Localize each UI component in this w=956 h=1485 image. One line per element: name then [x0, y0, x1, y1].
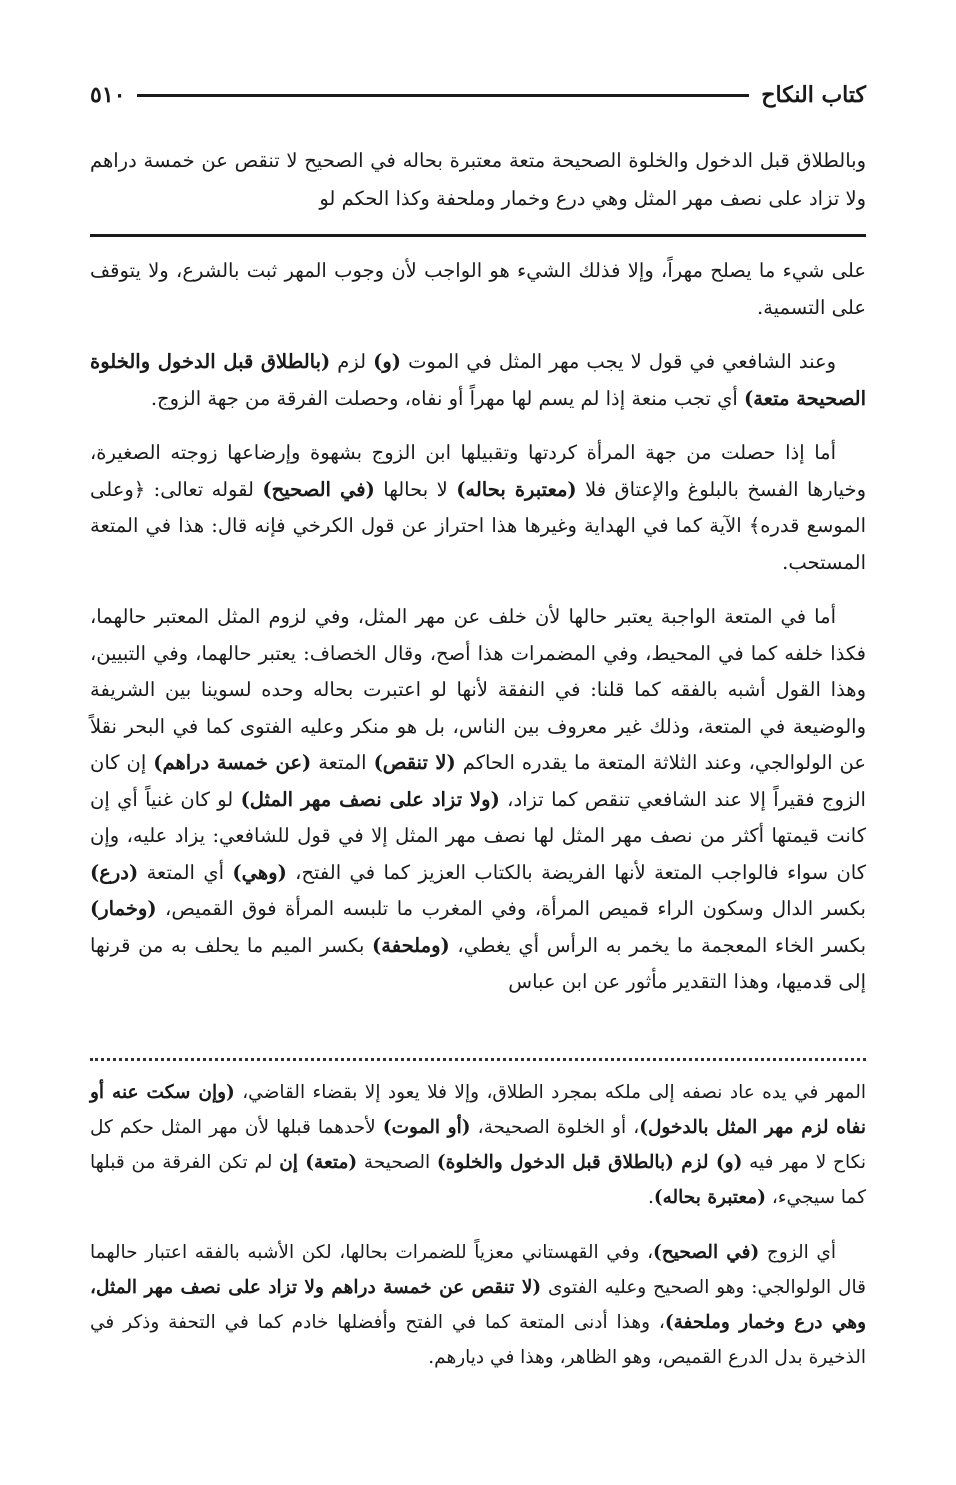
- commentary-paragraph-1: على شيء ما يصلح مهراً، وإلا فذلك الشيء هو الواجب لأن وجوب المهر ثبت بالشرع، ولا يتوقف على التسمية.: [90, 259, 866, 319]
- commentary-paragraph-3: أما إذا حصلت من جهة المرأة كردتها وتقبيلها ابن الزوج بشهوة وإرضاعها زوجته الصغيرة، وخيارها الفسخ بالبلوغ والإعتاق فلا (معتبرة بحاله) لا بحالها (في الصحيح) لقوله تعالى: ﴿وعلى الموسع قدره﴾ الآية كما في الهداية وغيرها هذا احتراز عن قول الكرخي فإنه قال: هذا في المتعة المستحب.: [90, 441, 866, 574]
- chapter-title: كتاب النكاح: [761, 82, 866, 108]
- header-rule: [137, 94, 749, 97]
- commentary-paragraph-2: وعند الشافعي في قول لا يجب مهر المثل في الموت (و) لزم (بالطلاق قبل الدخول والخلوة الصحيحة متعة) أي تجب منعة إذا لم يسم لها مهراً أو نفاه، وحصلت الفرقة من جهة الزوج.: [90, 350, 866, 410]
- marginal-notes: [90, 1075, 866, 1395]
- commentary: [90, 253, 866, 1019]
- main-text: [90, 142, 866, 218]
- note-paragraph-1: المهر في يده عاد نصفه إلى ملكه بمجرد الطلاق، وإلا فلا يعود إلا بقضاء القاضي، (وإن سكت عنه أو نفاه لزم مهر المثل بالدخول)، أو الخلوة الصحيحة، (أو الموت) لأحدهما قبلها لأن مهر المثل حكم كل نكاح لا مهر فيه (و) لزم (بالطلاق قبل الدخول والخلوة) الصحيحة (متعة) إن لم تكن الفرقة من قبلها كما سيجيء، (معتبرة بحاله).: [90, 1082, 867, 1208]
- main-text-paragraph: وبالطلاق قبل الدخول والخلوة الصحيحة متعة معتبرة بحاله في الصحيح لا تنقص عن خمسة دراهم ولا تزاد على نصف مهر المثل وهي درع وخمار وملحفة وكذا الحكم لو: [90, 149, 866, 210]
- matn-separator: [90, 234, 866, 237]
- page-number: ٥١٠: [90, 82, 126, 108]
- note-paragraph-2: أي الزوج (في الصحيح)، وفي القهستاني معزياً للضمرات بحالها، لكن الأشبه بالفقه اعتبار حالهما قال الولوالجي: وهو الصحيح وعليه الفتوى (لا تنقص عن خمسة دراهم ولا تزاد على نصف مهر المثل، وهي درع وخمار وملحفة)، وهذا أدنى المتعة كما في الفتح وأفضلها خادم كما في التحفة وذكر في الذخيرة بدل الدرع القميص، وهو الظاهر، وهذا في ديارهم.: [90, 1242, 867, 1368]
- commentary-paragraph-4: أما في المتعة الواجبة يعتبر حالها لأن خلف عن مهر المثل، وفي لزوم المثل المعتبر حالهما، فكذا خلفه كما في المحيط، وفي المضمرات هذا أصح، وقال الخصاف: يعتبر حالهما، وفي التبيين، وهذا القول أشبه بالفقه كما قلنا: في النفقة لأنها لو اعتبرت بحاله وحده لسوينا بين الشريفة والوضيعة في المتعة، وذلك غير معروف بين الناس، بل هو منكر وعليه الفتوى كما في البحر نقلاً عن الولوالجي، وعند الثلاثة المتعة ما يقدره الحاكم (لا تنقص) المتعة (عن خمسة دراهم) إن كان الزوج فقيراً إلا عند الشافعي تنقص كما تزاد، (ولا تزاد على نصف مهر المثل) لو كان غنياً أي إن كانت قيمتها أكثر من نصف مهر المثل لها نصف مهر المثل إلا في قول للشافعي: يزاد عليه، وإن كان سواء فالواجب المتعة لأنها الفريضة بالكتاب العزيز كما في الفتح، (وهي) أي المتعة (درع) بكسر الدال وسكون الراء قميص المرأة، وفي المغرب ما تلبسه المرأة فوق القميص، (وخمار) بكسر الخاء المعجمة ما يخمر به الرأس أي يغطي، (وملحفة) بكسر الميم ما يحلف به من قرنها إلى قدميها، وهذا التقدير مأثور عن ابن عباس: [90, 605, 867, 993]
- footnote-separator: [90, 1058, 866, 1061]
- page-header: [90, 80, 866, 110]
